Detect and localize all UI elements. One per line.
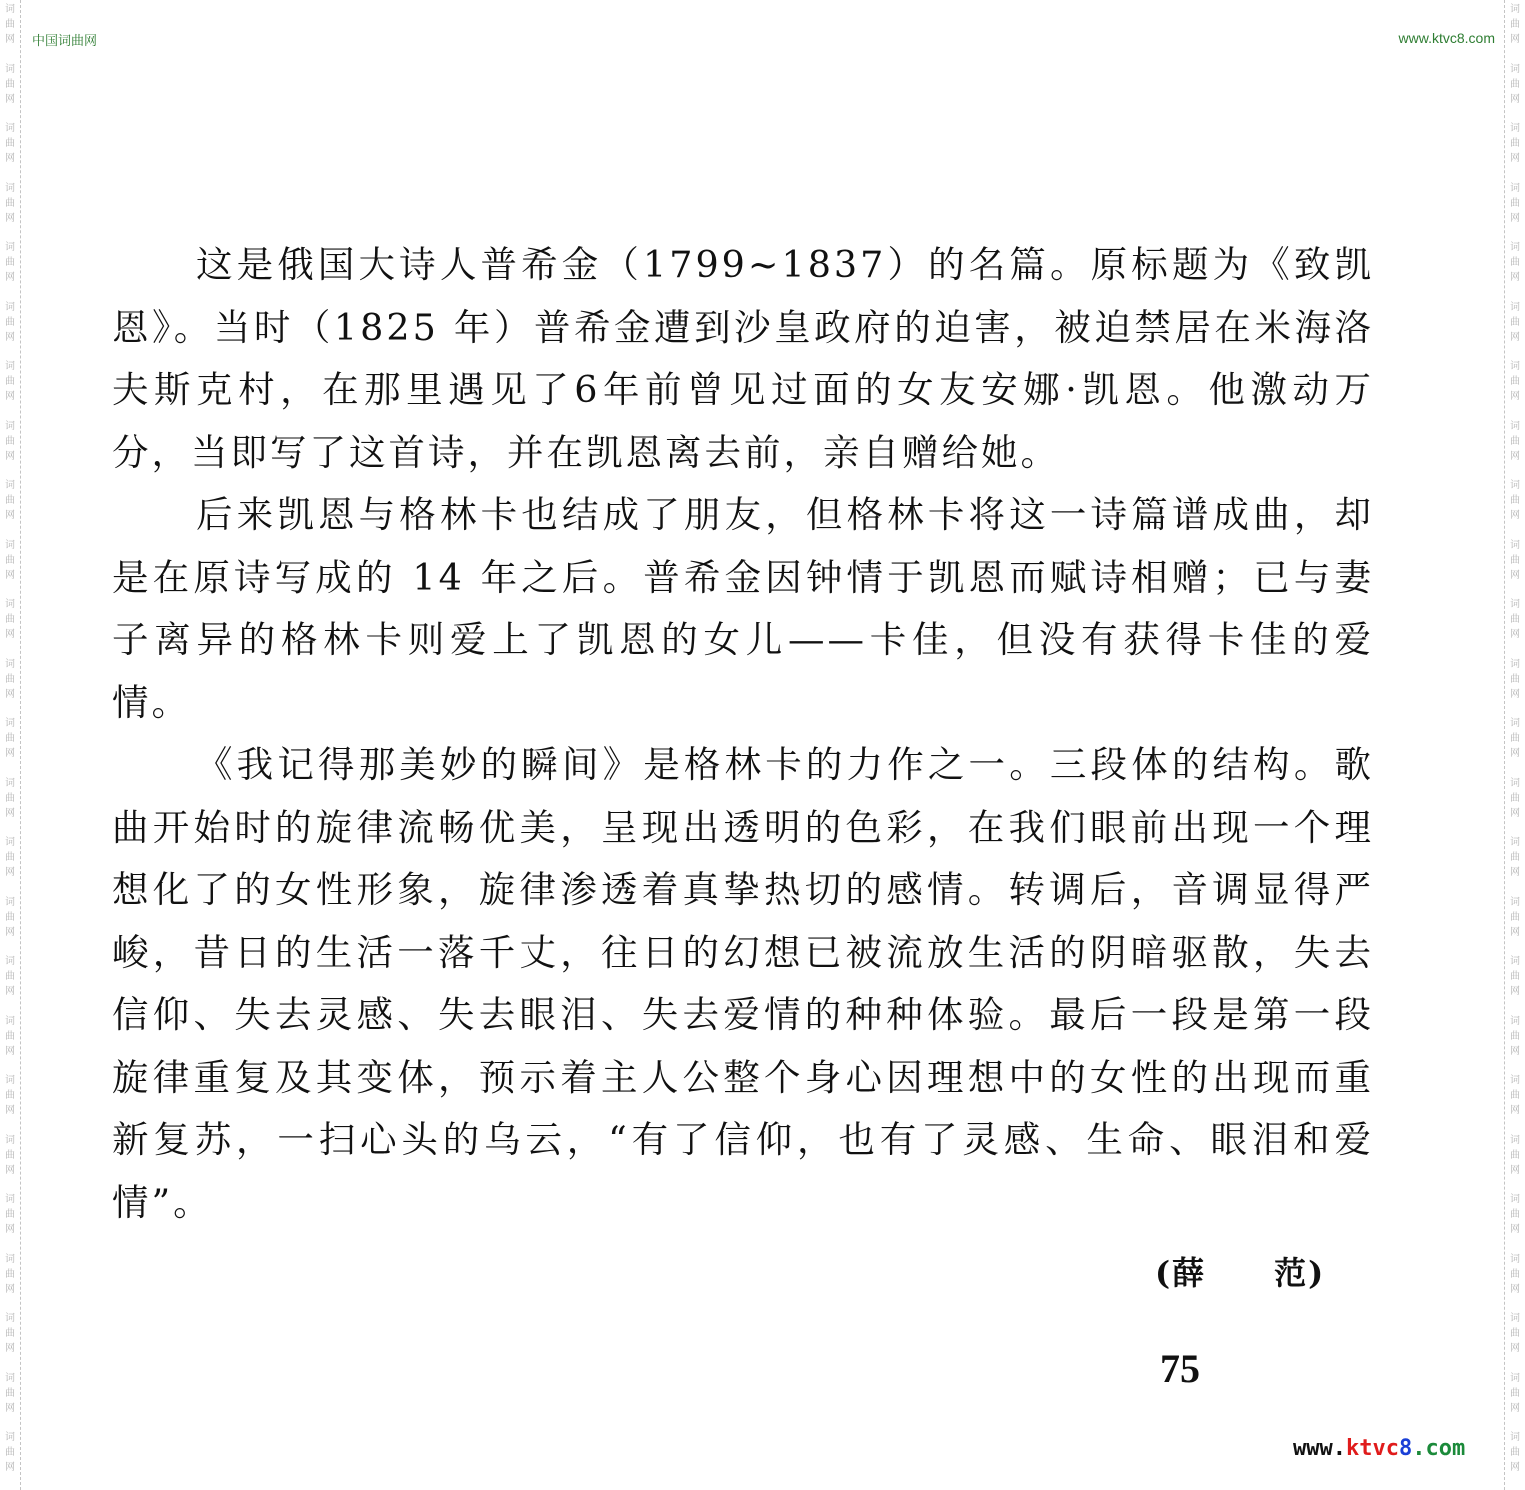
watermark-group	[1510, 1311, 1520, 1371]
watermark-char: 词	[1510, 658, 1520, 670]
watermark-char: 词	[5, 1432, 15, 1444]
watermark-char: 网	[1510, 629, 1520, 641]
watermark-char: 词	[5, 777, 15, 789]
watermark-char: 曲	[5, 733, 15, 745]
watermark-char: 网	[1510, 748, 1520, 760]
watermark-char: 词	[1510, 718, 1520, 730]
watermark-char: 曲	[5, 78, 15, 90]
watermark-char: 曲	[5, 971, 15, 983]
watermark-group	[5, 657, 15, 717]
logo-com: .com	[1412, 1436, 1466, 1461]
watermark-char: 词	[1510, 1432, 1520, 1444]
watermark-char: 词	[5, 1372, 15, 1384]
watermark-char: 词	[5, 718, 15, 730]
watermark-char: 网	[5, 688, 15, 700]
watermark-char: 网	[5, 1402, 15, 1414]
watermark-char: 网	[5, 1462, 15, 1474]
watermark-char: 曲	[5, 1268, 15, 1280]
watermark-char: 词	[5, 837, 15, 849]
watermark-char: 词	[5, 1015, 15, 1027]
watermark-char: 网	[1510, 1343, 1520, 1355]
watermark-char: 词	[1510, 4, 1520, 15]
watermark-group	[5, 1133, 15, 1193]
watermark-char: 词	[1510, 361, 1520, 373]
watermark-group	[1510, 2, 1520, 62]
watermark-char: 网	[1510, 510, 1520, 522]
watermark-char: 词	[1510, 1075, 1520, 1087]
watermark-char: 曲	[1510, 554, 1520, 566]
watermark-char: 曲	[1510, 19, 1520, 30]
watermark-char: 曲	[5, 19, 15, 30]
watermark-char: 词	[1510, 182, 1520, 194]
watermark-group	[1510, 1430, 1520, 1490]
watermark-group	[1510, 657, 1520, 717]
left-watermark-strip	[0, 0, 21, 1490]
watermark-char: 曲	[5, 1149, 15, 1161]
watermark-char: 曲	[1510, 1268, 1520, 1280]
watermark-char: 网	[1510, 867, 1520, 879]
watermark-char: 词	[5, 301, 15, 313]
watermark-group	[1510, 419, 1520, 479]
watermark-char: 词	[1510, 896, 1520, 908]
watermark-char: 网	[1510, 1283, 1520, 1295]
watermark-char: 词	[5, 4, 15, 15]
watermark-group	[5, 1311, 15, 1371]
watermark-char: 词	[1510, 1194, 1520, 1206]
watermark-char: 网	[5, 748, 15, 760]
watermark-char: 词	[1510, 1134, 1520, 1146]
watermark-char: 网	[1510, 807, 1520, 819]
watermark-char: 词	[1510, 242, 1520, 254]
watermark-char: 网	[1510, 1164, 1520, 1176]
watermark-char: 词	[5, 420, 15, 432]
watermark-char: 网	[5, 1283, 15, 1295]
watermark-char: 网	[5, 1224, 15, 1236]
author-signature: (薛 范)	[1155, 1254, 1326, 1292]
watermark-char: 网	[1510, 986, 1520, 998]
watermark-group	[5, 716, 15, 776]
logo-www: www.	[1293, 1436, 1346, 1461]
watermark-char: 曲	[5, 792, 15, 804]
watermark-char: 词	[5, 1194, 15, 1206]
watermark-char: 词	[1510, 1015, 1520, 1027]
watermark-group	[5, 300, 15, 360]
watermark-char: 词	[5, 480, 15, 492]
watermark-char: 曲	[5, 1447, 15, 1459]
paragraph-3: 《我记得那美妙的瞬间》是格林卡的力作之一。三段体的结构。歌曲开始时的旋律流畅优美，呈现出透明的色彩，在我们眼前出现一个理想化了的女性形象，旋律渗透着真挚热切的感情。转调后，音调显得严峻，昔日的生活一落千丈，往日的幻想已被流放生活的阴暗驱散，失去信仰、失去灵感、失去眼泪、失去爱情的种种体验。最后一段是第一段旋律重复及其变体，预示着主人公整个身心因理想中的女性的出现而重新复苏，一扫心头的乌云，“有了信仰，也有了灵感、生命、眼泪和爱情”。	[112, 743, 1374, 1224]
watermark-char: 曲	[1510, 316, 1520, 328]
watermark-group	[5, 1192, 15, 1252]
watermark-char: 词	[5, 599, 15, 611]
watermark-group	[1510, 181, 1520, 241]
watermark-char: 曲	[5, 911, 15, 923]
watermark-char: 词	[5, 182, 15, 194]
watermark-char: 词	[1510, 777, 1520, 789]
watermark-char: 曲	[1510, 1030, 1520, 1042]
watermark-group	[5, 181, 15, 241]
page-number: 75	[1160, 1346, 1200, 1391]
watermark-group	[5, 478, 15, 538]
watermark-group	[1510, 716, 1520, 776]
watermark-char: 曲	[5, 554, 15, 566]
watermark-char: 网	[1510, 153, 1520, 165]
article-body	[112, 234, 1374, 1234]
watermark-char: 曲	[1510, 852, 1520, 864]
watermark-char: 网	[1510, 450, 1520, 462]
paragraph-1: 这是俄国大诗人普希金（1799~1837）的名篇。原标题为《致凯恩》。当时（1825 年）普希金遭到沙皇政府的迫害，被迫禁居在米海洛夫斯克村，在那里遇见了6年前曾见过面的女友安娜·凯恩。他激动万分，当即写了这首诗，并在凯恩离去前，亲自赠给她。	[112, 243, 1374, 474]
watermark-char: 网	[5, 272, 15, 284]
watermark-char: 词	[5, 1134, 15, 1146]
watermark-char: 词	[5, 63, 15, 75]
watermark-char: 网	[5, 212, 15, 224]
watermark-char: 网	[1510, 688, 1520, 700]
watermark-group	[1510, 478, 1520, 538]
watermark-char: 曲	[1510, 376, 1520, 388]
watermark-char: 曲	[1510, 495, 1520, 507]
watermark-char: 曲	[5, 197, 15, 209]
watermark-char: 曲	[5, 316, 15, 328]
watermark-group	[5, 895, 15, 955]
watermark-char: 网	[5, 926, 15, 938]
watermark-char: 词	[5, 539, 15, 551]
watermark-char: 网	[1510, 926, 1520, 938]
watermark-char: 网	[5, 450, 15, 462]
watermark-group	[5, 2, 15, 62]
watermark-char: 词	[1510, 63, 1520, 75]
watermark-char: 词	[5, 123, 15, 135]
watermark-group	[1510, 1014, 1520, 1074]
watermark-char: 曲	[5, 1090, 15, 1102]
watermark-group	[5, 121, 15, 181]
watermark-char: 曲	[1510, 78, 1520, 90]
watermark-group	[1510, 1192, 1520, 1252]
watermark-char: 网	[5, 807, 15, 819]
watermark-char: 网	[1510, 1045, 1520, 1057]
watermark-char: 词	[5, 242, 15, 254]
watermark-char: 曲	[1510, 1149, 1520, 1161]
watermark-char: 网	[1510, 1462, 1520, 1474]
watermark-char: 曲	[1510, 733, 1520, 745]
watermark-char: 曲	[5, 1209, 15, 1221]
right-watermark-strip	[1504, 0, 1525, 1490]
watermark-char: 网	[1510, 1224, 1520, 1236]
site-brand-label: 中国词曲网	[32, 34, 98, 49]
watermark-char: 网	[1510, 331, 1520, 343]
logo-eight: 8	[1398, 1436, 1413, 1461]
watermark-group	[1510, 597, 1520, 657]
watermark-char: 词	[5, 1253, 15, 1265]
watermark-char: 曲	[1510, 138, 1520, 150]
watermark-group	[1510, 776, 1520, 836]
watermark-group	[5, 1371, 15, 1431]
watermark-group	[5, 954, 15, 1014]
watermark-char: 网	[5, 391, 15, 403]
watermark-char: 曲	[1510, 911, 1520, 923]
watermark-group	[5, 835, 15, 895]
watermark-char: 曲	[1510, 257, 1520, 269]
watermark-char: 曲	[5, 673, 15, 685]
watermark-char: 词	[1510, 599, 1520, 611]
watermark-char: 曲	[5, 1030, 15, 1042]
watermark-group	[1510, 359, 1520, 419]
watermark-group	[1510, 1371, 1520, 1431]
logo-ktvc: ktvc	[1345, 1436, 1399, 1461]
watermark-char: 网	[1510, 93, 1520, 105]
watermark-char: 曲	[1510, 614, 1520, 626]
watermark-char: 网	[5, 867, 15, 879]
watermark-char: 曲	[5, 1387, 15, 1399]
watermark-char: 曲	[5, 614, 15, 626]
watermark-char: 曲	[5, 376, 15, 388]
watermark-group	[1510, 1252, 1520, 1312]
watermark-char: 网	[5, 1045, 15, 1057]
watermark-char: 词	[1510, 539, 1520, 551]
watermark-char: 网	[5, 93, 15, 105]
watermark-char: 曲	[1510, 1387, 1520, 1399]
watermark-char: 曲	[5, 138, 15, 150]
watermark-char: 网	[1510, 1105, 1520, 1117]
watermark-char: 网	[1510, 1402, 1520, 1414]
watermark-char: 网	[5, 34, 15, 45]
watermark-group	[1510, 240, 1520, 300]
watermark-group	[5, 538, 15, 598]
watermark-char: 曲	[1510, 1090, 1520, 1102]
site-url-label: www.ktvc8.com	[1398, 30, 1495, 46]
watermark-group	[1510, 121, 1520, 181]
watermark-char: 词	[5, 1313, 15, 1325]
watermark-group	[1510, 538, 1520, 598]
watermark-group	[1510, 835, 1520, 895]
watermark-group	[1510, 62, 1520, 122]
watermark-char: 词	[1510, 1313, 1520, 1325]
watermark-char: 曲	[1510, 197, 1520, 209]
watermark-group	[1510, 895, 1520, 955]
watermark-group	[5, 62, 15, 122]
watermark-group	[5, 1252, 15, 1312]
watermark-char: 曲	[1510, 435, 1520, 447]
watermark-char: 曲	[1510, 971, 1520, 983]
watermark-char: 词	[1510, 837, 1520, 849]
watermark-group	[5, 776, 15, 836]
watermark-group	[1510, 1133, 1520, 1193]
watermark-char: 网	[5, 629, 15, 641]
watermark-group	[5, 419, 15, 479]
watermark-char: 词	[1510, 420, 1520, 432]
watermark-group	[1510, 300, 1520, 360]
watermark-char: 曲	[1510, 673, 1520, 685]
watermark-char: 网	[5, 510, 15, 522]
watermark-group	[1510, 954, 1520, 1014]
watermark-char: 词	[1510, 301, 1520, 313]
paragraph-2: 后来凯恩与格林卡也结成了朋友，但格林卡将这一诗篇谱成曲，却是在原诗写成的 14 年之后。普希金因钟情于凯恩而赋诗相赠；已与妻子离异的格林卡则爱上了凯恩的女儿——卡佳，但没有获得卡佳的爱情。	[112, 493, 1374, 724]
watermark-char: 网	[1510, 569, 1520, 581]
watermark-char: 词	[1510, 480, 1520, 492]
watermark-group	[5, 1430, 15, 1490]
watermark-char: 曲	[1510, 792, 1520, 804]
watermark-char: 曲	[5, 1328, 15, 1340]
watermark-char: 网	[1510, 391, 1520, 403]
watermark-char: 词	[5, 956, 15, 968]
watermark-char: 网	[1510, 272, 1520, 284]
watermark-group	[5, 1073, 15, 1133]
watermark-char: 词	[1510, 1372, 1520, 1384]
watermark-group	[5, 240, 15, 300]
watermark-group	[1510, 1073, 1520, 1133]
watermark-group	[5, 1014, 15, 1074]
watermark-char: 网	[5, 1343, 15, 1355]
watermark-char: 词	[1510, 1253, 1520, 1265]
bottom-site-logo	[1293, 1436, 1465, 1461]
watermark-char: 网	[1510, 212, 1520, 224]
watermark-char: 曲	[1510, 1328, 1520, 1340]
watermark-char: 词	[5, 658, 15, 670]
watermark-char: 网	[1510, 34, 1520, 45]
watermark-char: 曲	[1510, 1209, 1520, 1221]
watermark-char: 词	[5, 1075, 15, 1087]
watermark-char: 词	[5, 896, 15, 908]
watermark-char: 网	[5, 331, 15, 343]
watermark-char: 曲	[5, 495, 15, 507]
watermark-char: 曲	[5, 435, 15, 447]
watermark-char: 曲	[5, 852, 15, 864]
watermark-char: 网	[5, 1164, 15, 1176]
watermark-char: 词	[1510, 956, 1520, 968]
watermark-group	[5, 359, 15, 419]
watermark-char: 曲	[5, 257, 15, 269]
watermark-group	[5, 597, 15, 657]
watermark-char: 网	[5, 153, 15, 165]
watermark-char: 词	[1510, 123, 1520, 135]
watermark-char: 词	[5, 361, 15, 373]
watermark-char: 网	[5, 986, 15, 998]
watermark-char: 网	[5, 569, 15, 581]
watermark-char: 网	[5, 1105, 15, 1117]
watermark-char: 曲	[1510, 1447, 1520, 1459]
